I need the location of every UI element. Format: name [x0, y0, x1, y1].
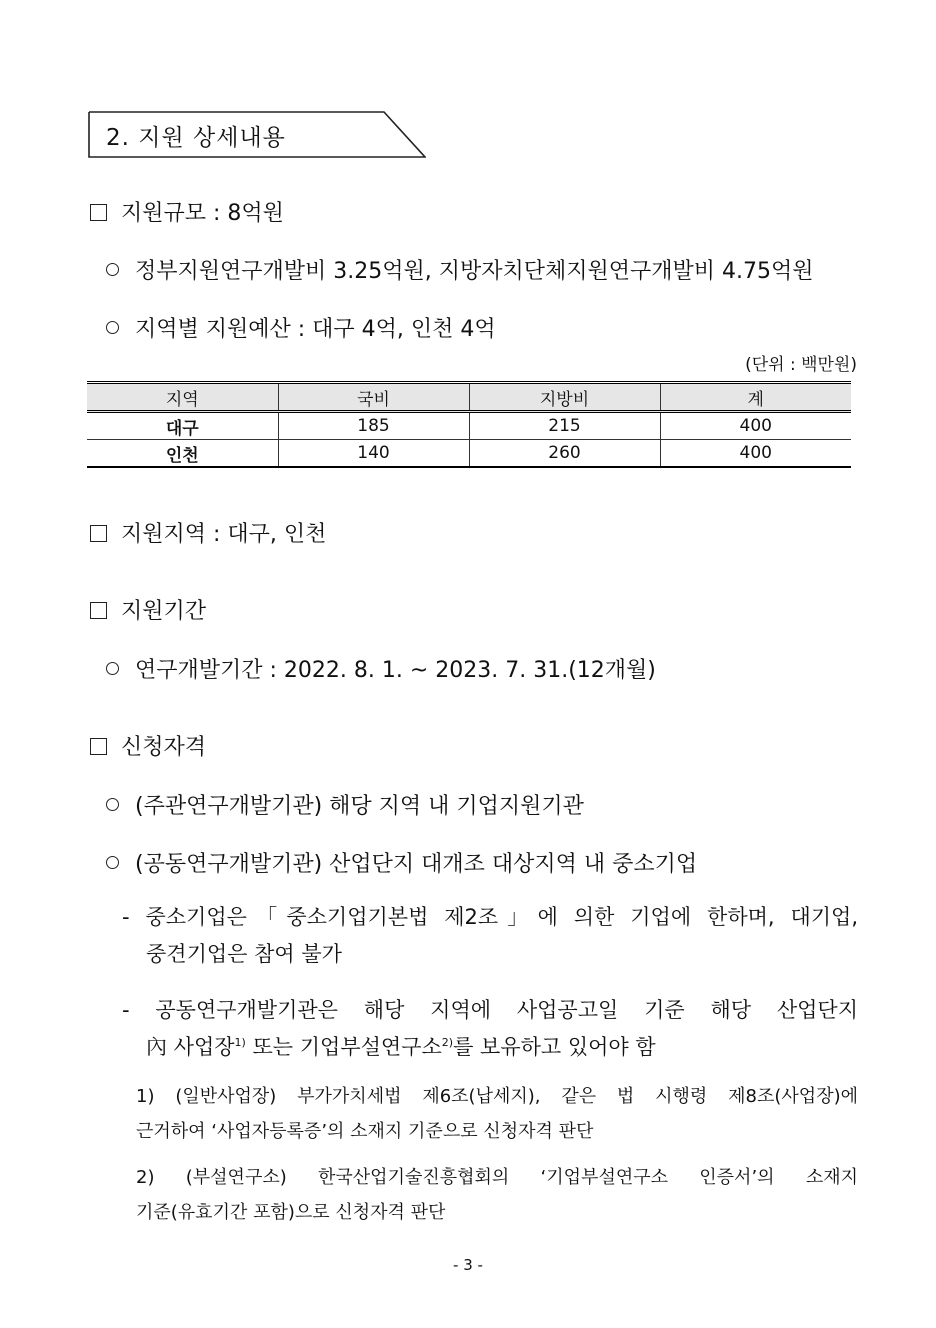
- table-cell: 260: [469, 440, 660, 468]
- dash-2-text-a: 內 사업장: [146, 1035, 235, 1059]
- footnote-1-line-2: 근거하여 ‘사업자등록증’의 소재지 기준으로 신청자격 판단: [136, 1121, 594, 1142]
- period-heading-text: 지원기간: [121, 599, 207, 624]
- table-cell: 인천: [165, 445, 199, 466]
- column-header: 국비: [278, 383, 469, 412]
- period-bullet: [106, 653, 656, 684]
- column-header: 계: [660, 383, 851, 412]
- circle-bullet-icon: [106, 798, 119, 811]
- table-cell: 400: [660, 412, 851, 440]
- checkbox-square-icon: [90, 525, 107, 542]
- table-row: [87, 440, 851, 468]
- region-heading-text: 지원지역 : 대구, 인천: [121, 522, 327, 547]
- table-row: [87, 412, 851, 440]
- region-heading: [90, 517, 326, 548]
- footnote-2-line-2: 기준(유효기간 포함)으로 신청자격 판단: [136, 1202, 446, 1223]
- footnote-ref-2: 2): [441, 1036, 454, 1049]
- scale-bullet-1-text: 정부지원연구개발비 3.25억원, 지방자치단체지원연구개발비 4.75억원: [135, 259, 814, 284]
- table-cell: 140: [278, 440, 469, 468]
- table-cell: 185: [278, 412, 469, 440]
- checkbox-square-icon: [90, 602, 107, 619]
- footnote-2-line-1: 2) (부설연구소) 한국산업기술진흥협회의 ‘기업부설연구소 인증서’의 소재지: [136, 1167, 858, 1188]
- scale-bullet-2: [106, 312, 496, 343]
- eligibility-bullet-2: [106, 847, 697, 878]
- eligibility-dash-1-line-1: - 중소기업은「중소기업기본법 제2조」에 의한 기업에 한하며, 대기업,: [122, 905, 858, 929]
- scale-bullet-2-text: 지역별 지원예산 : 대구 4억, 인천 4억: [135, 317, 496, 342]
- budget-table: [87, 381, 851, 468]
- circle-bullet-icon: [106, 856, 119, 869]
- period-bullet-text: 연구개발기간 : 2022. 8. 1. ~ 2023. 7. 31.(12개월): [135, 658, 656, 683]
- footnote-1-line-1: 1) (일반사업장) 부가가치세법 제6조(납세지), 같은 법 시행령 제8조(사업장)에: [136, 1086, 858, 1107]
- eligibility-bullet-2-text: (공동연구개발기관) 산업단지 대개조 대상지역 내 중소기업: [135, 852, 698, 877]
- checkbox-square-icon: [90, 738, 107, 755]
- eligibility-bullet-1: [106, 789, 584, 820]
- circle-bullet-icon: [106, 662, 119, 675]
- scale-heading-text: 지원규모 : 8억원: [121, 201, 284, 226]
- table-unit: (단위 : 백만원): [745, 355, 857, 375]
- eligibility-heading-text: 신청자격: [121, 735, 207, 760]
- eligibility-dash-2-line-1: - 공동연구개발기관은 해당 지역에 사업공고일 기준 해당 산업단지: [122, 998, 858, 1022]
- column-header: 지방비: [469, 383, 660, 412]
- table-header-row: [87, 383, 851, 412]
- column-header: 지역: [165, 389, 199, 410]
- eligibility-dash-1-line-2: 중견기업은 참여 불가: [146, 942, 342, 966]
- circle-bullet-icon: [106, 321, 119, 334]
- table-cell: 대구: [165, 418, 199, 439]
- page-number: - 3 -: [453, 1256, 483, 1274]
- dash-2-text-b: 또는 기업부설연구소: [245, 1035, 442, 1059]
- section-title: 2. 지원 상세내용: [106, 125, 286, 151]
- eligibility-heading: [90, 730, 206, 761]
- eligibility-bullet-1-text: (주관연구개발기관) 해당 지역 내 기업지원기관: [135, 794, 584, 819]
- eligibility-dash-2-line-2: [146, 1031, 656, 1061]
- period-heading: [90, 594, 206, 625]
- checkbox-square-icon: [90, 204, 107, 221]
- table-cell: 400: [660, 440, 851, 468]
- scale-bullet-1: [106, 254, 814, 285]
- circle-bullet-icon: [106, 263, 119, 276]
- dash-2-text-c: 를 보유하고 있어야 함: [453, 1035, 656, 1059]
- scale-heading: [90, 196, 284, 227]
- section-title-box: [88, 111, 426, 159]
- table-cell: 215: [469, 412, 660, 440]
- footnote-ref-1: 1): [234, 1036, 246, 1049]
